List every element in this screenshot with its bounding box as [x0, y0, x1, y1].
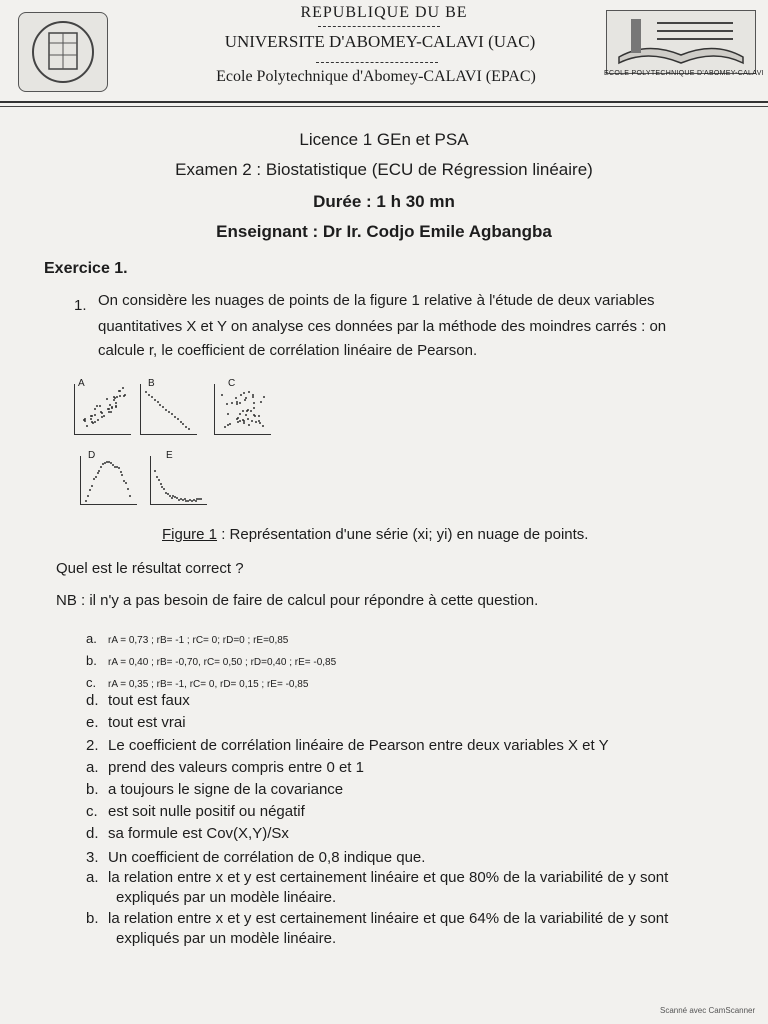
- plot-a-point: [115, 406, 117, 408]
- plot-b-point: [180, 421, 182, 423]
- exam-level: Licence 1 GEn et PSA: [299, 130, 469, 149]
- q2-option-c-letter: c.: [86, 803, 98, 820]
- q1-question: Quel est le résultat correct ?: [56, 560, 244, 577]
- plot-c-point: [250, 410, 252, 412]
- plot-c-point: [243, 392, 245, 394]
- q2-option-a: [86, 759, 364, 776]
- plot-e-point: [154, 470, 156, 472]
- q3-option-a: [86, 869, 668, 886]
- plot-c-point: [221, 394, 223, 396]
- plot-c-point: [231, 402, 233, 404]
- plot-c-point: [255, 421, 257, 423]
- plot-c: [214, 378, 272, 436]
- plot-a-point: [86, 425, 88, 427]
- school-logo: [606, 10, 756, 74]
- plot-a-point: [84, 418, 86, 420]
- plot-d-point: [85, 500, 87, 502]
- plot-b-point: [148, 394, 150, 396]
- q2-text: Le coefficient de corrélation linéaire de Pearson entre deux variables X et Y: [108, 737, 609, 754]
- plot-a-point: [113, 399, 115, 401]
- university-name: UNIVERSITE D'ABOMEY-CALAVI (UAC): [224, 32, 536, 51]
- plot-d-point: [98, 470, 100, 472]
- q1-option-d-letter: d.: [86, 692, 99, 709]
- plot-c-point: [237, 417, 239, 419]
- q1-option-e-text: tout est vrai: [108, 714, 186, 731]
- plot-a-point: [96, 405, 98, 407]
- plot-b-point: [165, 409, 167, 411]
- q1-option-a: [86, 630, 288, 648]
- plot-b-point: [188, 428, 190, 430]
- q1-line2: quantitatives X et Y on analyse ces données par la méthode des moindres carrés : on: [98, 318, 667, 335]
- plot-d-point: [97, 472, 99, 474]
- q1-number: 1.: [74, 297, 87, 314]
- header-rule-thin: [0, 106, 768, 107]
- q3-title: [86, 849, 425, 866]
- plot-a-point: [106, 398, 108, 400]
- plot-c-point: [235, 397, 237, 399]
- q1-option-a-text: rA = 0,73 ; rB= -1 ; rC= 0; rD=0 ; rE=0,85: [108, 635, 289, 646]
- plot-b-point: [154, 399, 156, 401]
- q3-option-a-cont: expliqués par un modèle linéaire.: [116, 889, 337, 906]
- plot-a-point: [108, 408, 110, 410]
- q2-option-a-text: prend des valeurs compris entre 0 et 1: [108, 759, 364, 776]
- plot-a-label: A: [78, 378, 85, 389]
- plot-c-point: [258, 415, 260, 417]
- q3-option-b-line1: la relation entre x et y est certainement linéaire et que 64% de la variabilité de y sont: [108, 910, 669, 927]
- plot-a-point: [97, 419, 99, 421]
- plot-d-point: [91, 485, 93, 487]
- plot-c-point: [246, 410, 248, 412]
- q2-title: [86, 737, 609, 754]
- q3-text: Un coefficient de corrélation de 0,8 indique que.: [108, 849, 426, 866]
- plot-e-point: [200, 498, 202, 500]
- q2-option-b-letter: b.: [86, 781, 99, 798]
- plot-d-point: [89, 489, 91, 491]
- q1-option-c: [86, 674, 308, 692]
- plot-a-point: [103, 415, 105, 417]
- q1-option-b-text: rA = 0,40 ; rB= -0,70, rC= 0,50 ; rD=0,40 ; rE= -0,85: [108, 657, 337, 668]
- plot-a-point: [94, 414, 96, 416]
- plot-c-point: [240, 394, 242, 396]
- q2-option-d: [86, 825, 289, 842]
- exam-teacher: Enseignant : Dr Ir. Codjo Emile Agbangba: [216, 222, 552, 241]
- plot-a-point: [113, 396, 115, 398]
- plot-c-point: [226, 403, 228, 405]
- plot-a-point: [94, 408, 96, 410]
- plot-c-point: [243, 422, 245, 424]
- q2-option-d-text: sa formule est Cov(X,Y)/Sx: [108, 825, 289, 842]
- figure-caption-text: : Représentation d'une série (xi; yi) en nuage de points.: [217, 526, 589, 543]
- plot-c-point: [242, 419, 244, 421]
- q3-option-a-line1: la relation entre x et y est certainement linéaire et que 80% de la variabilité de y sont: [108, 869, 669, 886]
- plot-c-point: [239, 413, 241, 415]
- header-rule: [0, 101, 768, 103]
- plot-d-point: [95, 476, 97, 478]
- plot-c-point: [245, 414, 247, 416]
- plot-b-point: [182, 423, 184, 425]
- plot-d-point: [93, 478, 95, 480]
- q1-option-b-letter: b.: [86, 653, 97, 668]
- plot-b-point: [177, 418, 179, 420]
- plot-b-point: [145, 391, 147, 393]
- plot-e-point: [195, 500, 197, 502]
- plot-b-point: [159, 404, 161, 406]
- q1-option-e-letter: e.: [86, 714, 99, 731]
- plot-b-point: [157, 401, 159, 403]
- plot-c-point: [229, 423, 231, 425]
- plot-d-point: [100, 466, 102, 468]
- exam-title: Examen 2 : Biostatistique (ECU de Régression linéaire): [175, 160, 593, 179]
- plot-c-point: [236, 401, 238, 403]
- plot-a-point: [99, 405, 101, 407]
- plot-d-point: [121, 474, 123, 476]
- plot-a-point: [122, 387, 124, 389]
- exam-duration: Durée : 1 h 30 mn: [313, 192, 455, 211]
- plot-b-point: [162, 406, 164, 408]
- q1-option-b: [86, 652, 336, 670]
- figure-caption-label: Figure 1: [162, 526, 218, 543]
- q1-option-d-text: tout est faux: [108, 692, 190, 709]
- q1-option-c-text: rA = 0,35 ; rB= -1, rC= 0, rD= 0,15 ; rE= -0,85: [108, 679, 309, 690]
- plot-c-point: [245, 397, 247, 399]
- plot-a-point: [116, 396, 118, 398]
- q1-option-a-letter: a.: [86, 631, 97, 646]
- q1-note: NB : il n'y a pas besoin de faire de calcul pour répondre à cette question.: [56, 592, 539, 609]
- plot-c-point: [248, 424, 250, 426]
- plot-a-point: [119, 395, 121, 397]
- plot-c-point: [239, 402, 241, 404]
- plot-a-point: [84, 420, 86, 422]
- plot-b-point: [185, 426, 187, 428]
- book-icon: [607, 11, 755, 73]
- q1-option-c-letter: c.: [86, 675, 97, 690]
- q2-option-b: [86, 781, 343, 798]
- plot-d: [80, 450, 138, 508]
- plot-a-point: [90, 418, 92, 420]
- scanner-watermark: Scanné avec CamScanner: [660, 1006, 756, 1015]
- q3-option-b-letter: b.: [86, 910, 99, 927]
- plot-e-point: [163, 488, 165, 490]
- plot-a-point: [115, 402, 117, 404]
- q1-line1: On considère les nuages de points de la figure 1 relative à l'étude de deux variables: [98, 292, 655, 309]
- q3-option-b-cont: expliqués par un modèle linéaire.: [116, 930, 337, 947]
- q2-option-a-letter: a.: [86, 759, 99, 776]
- plot-d-label: D: [88, 450, 96, 461]
- q2-number: 2.: [86, 737, 99, 754]
- plot-c-point: [262, 425, 264, 427]
- q1-option-e: [86, 714, 186, 731]
- plot-a-point: [111, 406, 113, 408]
- plot-c-point: [254, 415, 256, 417]
- plot-c-point: [247, 418, 249, 420]
- plot-b-point: [171, 413, 173, 415]
- republic-header: REPUBLIQUE DU BE: [300, 4, 468, 21]
- q2-option-c: [86, 803, 305, 820]
- dashes-1: [318, 26, 440, 27]
- q3-option-b: [86, 910, 668, 927]
- plot-c-point: [263, 396, 265, 398]
- plot-a-point: [119, 390, 121, 392]
- q1-line3: calcule r, le coefficient de corrélation linéaire de Pearson.: [98, 342, 478, 359]
- plot-e-point: [156, 476, 158, 478]
- school-logo-caption: ECOLE POLYTECHNIQUE D'ABOMEY-CALAVI: [604, 70, 764, 77]
- plot-d-point: [125, 482, 127, 484]
- plot-d-point: [129, 495, 131, 497]
- plot-c-point: [242, 410, 244, 412]
- plot-c-point: [259, 422, 261, 424]
- plot-c-point: [252, 396, 254, 398]
- plot-d-point: [120, 471, 122, 473]
- school-name: Ecole Polytechnique d'Abomey-CALAVI (EPAC): [216, 68, 536, 85]
- figure-caption: [162, 526, 588, 543]
- q3-option-a-letter: a.: [86, 869, 99, 886]
- plot-c-point: [244, 399, 246, 401]
- plot-e-label: E: [166, 450, 173, 461]
- plot-b-point: [174, 416, 176, 418]
- q2-option-b-text: a toujours le signe de la covariance: [108, 781, 344, 798]
- plot-d-point: [118, 467, 120, 469]
- dashes-2: [316, 62, 438, 63]
- plot-a-point: [91, 415, 93, 417]
- plot-a: [74, 378, 132, 436]
- plot-a-point: [101, 416, 103, 418]
- plot-c-point: [260, 401, 262, 403]
- plot-c-point: [253, 407, 255, 409]
- q1-option-d: [86, 692, 190, 709]
- plot-c-point: [248, 391, 250, 393]
- plot-a-point: [94, 421, 96, 423]
- plot-c-label: C: [228, 378, 236, 389]
- plot-c-point: [224, 426, 226, 428]
- exercise-title: Exercice 1.: [44, 260, 128, 277]
- q3-number: 3.: [86, 849, 99, 866]
- plot-c-point: [237, 421, 239, 423]
- plot-c-point: [227, 413, 229, 415]
- plot-b-point: [151, 396, 153, 398]
- plot-c-point: [253, 402, 255, 404]
- plot-e-point: [158, 479, 160, 481]
- plot-b-label: B: [148, 378, 155, 389]
- plot-d-point: [87, 495, 89, 497]
- plot-e: [150, 450, 208, 508]
- plot-b-point: [168, 411, 170, 413]
- plot-d-point: [127, 488, 129, 490]
- q2-option-c-text: est soit nulle positif ou négatif: [108, 803, 305, 820]
- plot-c-point: [251, 420, 253, 422]
- plot-a-point: [124, 394, 126, 396]
- q2-option-d-letter: d.: [86, 825, 99, 842]
- plot-b: [140, 378, 198, 436]
